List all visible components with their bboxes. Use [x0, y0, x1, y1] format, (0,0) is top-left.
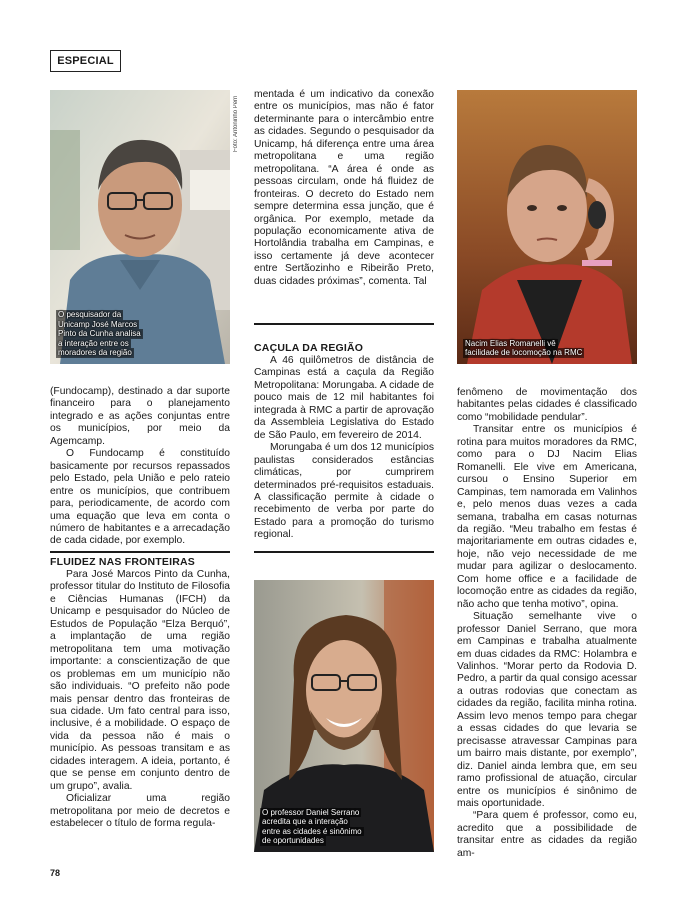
- paragraph: A 46 quilômetros de distância de Campinas está a caçula da Região Metropolitana: Morungaba. A cidade de pouco mais de 12 mil habitantes foi integrada à RMC a partir de aprovação da Assembleia Legislativa do Estado de São Paulo, em fevereiro de 2014.: [254, 355, 434, 441]
- paragraph: “Para quem é professor, como eu, acredito que a possibilidade de transitar entre as cidades da região am-: [457, 810, 637, 859]
- photo-nacim: [457, 90, 637, 364]
- article-column-2: [254, 89, 434, 288]
- paragraph: Situação semelhante vive o professor Daniel Serrano, que mora em Campinas e trabalha atualmente em duas cidades da RMC: Holambra e Valinhos. “Morar perto da Rodovia D. Pedro, a partir da qual consigo acessar a outras rodovias que conectam as cidades da região, facilita minha rotina. Assim levo menos tempo para chegar a essas cidades do que levaria se precisasse atravessar Campinas para um bairro mais distante, por exemplo”, diz. Daniel ainda lembra que, em seu ramo profissional de atuação, circular entre os municípios é sinônimo de mais oportunidade.: [457, 611, 637, 809]
- section-heading: FLUIDEZ NAS FRONTEIRAS: [50, 556, 195, 568]
- page-number: 78: [50, 868, 61, 878]
- article-column-3: [457, 387, 637, 860]
- paragraph: fenômeno de movimentação dos habitantes pelas cidades é classificado como “mobilidade pendular”.: [457, 387, 637, 423]
- section-heading: CAÇULA DA REGIÃO: [254, 342, 364, 354]
- section-tag: ESPECIAL: [50, 50, 121, 72]
- photo-jose-marcos: [50, 90, 230, 364]
- paragraph: Transitar entre os municípios é rotina para muitos moradores da RMC, como para o DJ Nacim Elias Romanelli. Ele vive em Americana, cursou o Ensino Superior em Campinas, tem namorada em Valinhos e, pelo menos duas vezes a cada semana, trabalha em casas noturnas da região. “Meu trabalho em festas é majoritariamente em outras cidades e, hoje, não vejo necessidade de me mudar para agilizar o deslocamento. Com home office e a facilidade de locomoção entre as cidades da região, não acho que tenha motivo”, opina.: [457, 424, 637, 610]
- paragraph: Oficializar uma região metropolitana por meio de decretos e estabelecer o título de forma regula-: [50, 793, 230, 830]
- paragraph: (Fundocamp), destinado a dar suporte financeiro para o planejamento integrado e as ações conjuntas entre os municípios, por meio da Agemcamp.: [50, 386, 230, 447]
- section-rule: [50, 551, 230, 553]
- section-rule: [254, 551, 434, 553]
- paragraph: Para José Marcos Pinto da Cunha, professor titular do Instituto de Filosofia e Ciências Humanas (IFCH) da Unicamp e pesquisador do Núcleo de Estudos de População “Elza Berquó”, a implantação de uma região metropolitana tem uma motivação importante: a conscientização de que os problemas em um município não são individuais. “O prefeito não pode mais pensar dentro das fronteiras de sua cidade. Um fato central para isso, inclusive, é a mobilidade. O espaço de vida da pessoa não é mais o município. As pessoas transitam e as cidades interagem. A ideia, portanto, é que se pense em conjunto dentro de um grupo”, avalia.: [50, 569, 230, 792]
- photo-caption: O pesquisador da Unicamp José Marcos Pinto da Cunha analisa a interação entre os moradores da região: [58, 310, 141, 358]
- photo-caption: Nacim Elias Romanelli vê facilidade de locomoção na RMC: [465, 338, 583, 358]
- paragraph: O Fundocamp é constituído basicamente por recursos repassados pelo Estado, pela União e pelo rateio entre os municípios, que contribuem para, periodicamente, de acordo com uma equação que leva em conta o número de habitantes e a arrecadação de cada cidade, por exemplo.: [50, 448, 230, 547]
- article-column-2-section: [254, 342, 434, 542]
- section-rule: [254, 323, 434, 325]
- article-column-1: [50, 386, 230, 548]
- photo-caption: O professor Daniel Serrano acredita que a interação entre as cidades é sinônimo de oportunidades: [262, 807, 362, 846]
- photo-credit: Foto: Antoninho Perri: [233, 95, 239, 152]
- photo-daniel: [254, 580, 434, 852]
- portrait-nacim-illustration: [457, 90, 637, 364]
- article-column-1-section: [50, 556, 230, 831]
- paragraph: mentada é um indicativo da conexão entre os municípios, mas não é fator determinante para o intercâmbio entre as cidades. Segundo o pesquisador da Unicamp, há diferença entre uma área metropolitana e uma região metropolitana. “A área é onde as pessoas circulam, onde há fluidez de fronteiras. O decreto do Estado nem sempre determina essa junção, que é orgânica. Por exemplo, metade da população economicamente ativa de Hortolândia trabalha em Campinas, e isso certamente já deve acontecer entre Sertãozinho e Ribeirão Preto, duas cidades próximas”, comenta. Tal: [254, 89, 434, 287]
- paragraph: Morungaba é um dos 12 municípios paulistas considerados estâncias climáticas, por cumprirem determinados pré-requisitos estaduais. A classificação permite à cidade o recebimento de verba por parte do Estado para a promoção do turismo regional.: [254, 442, 434, 541]
